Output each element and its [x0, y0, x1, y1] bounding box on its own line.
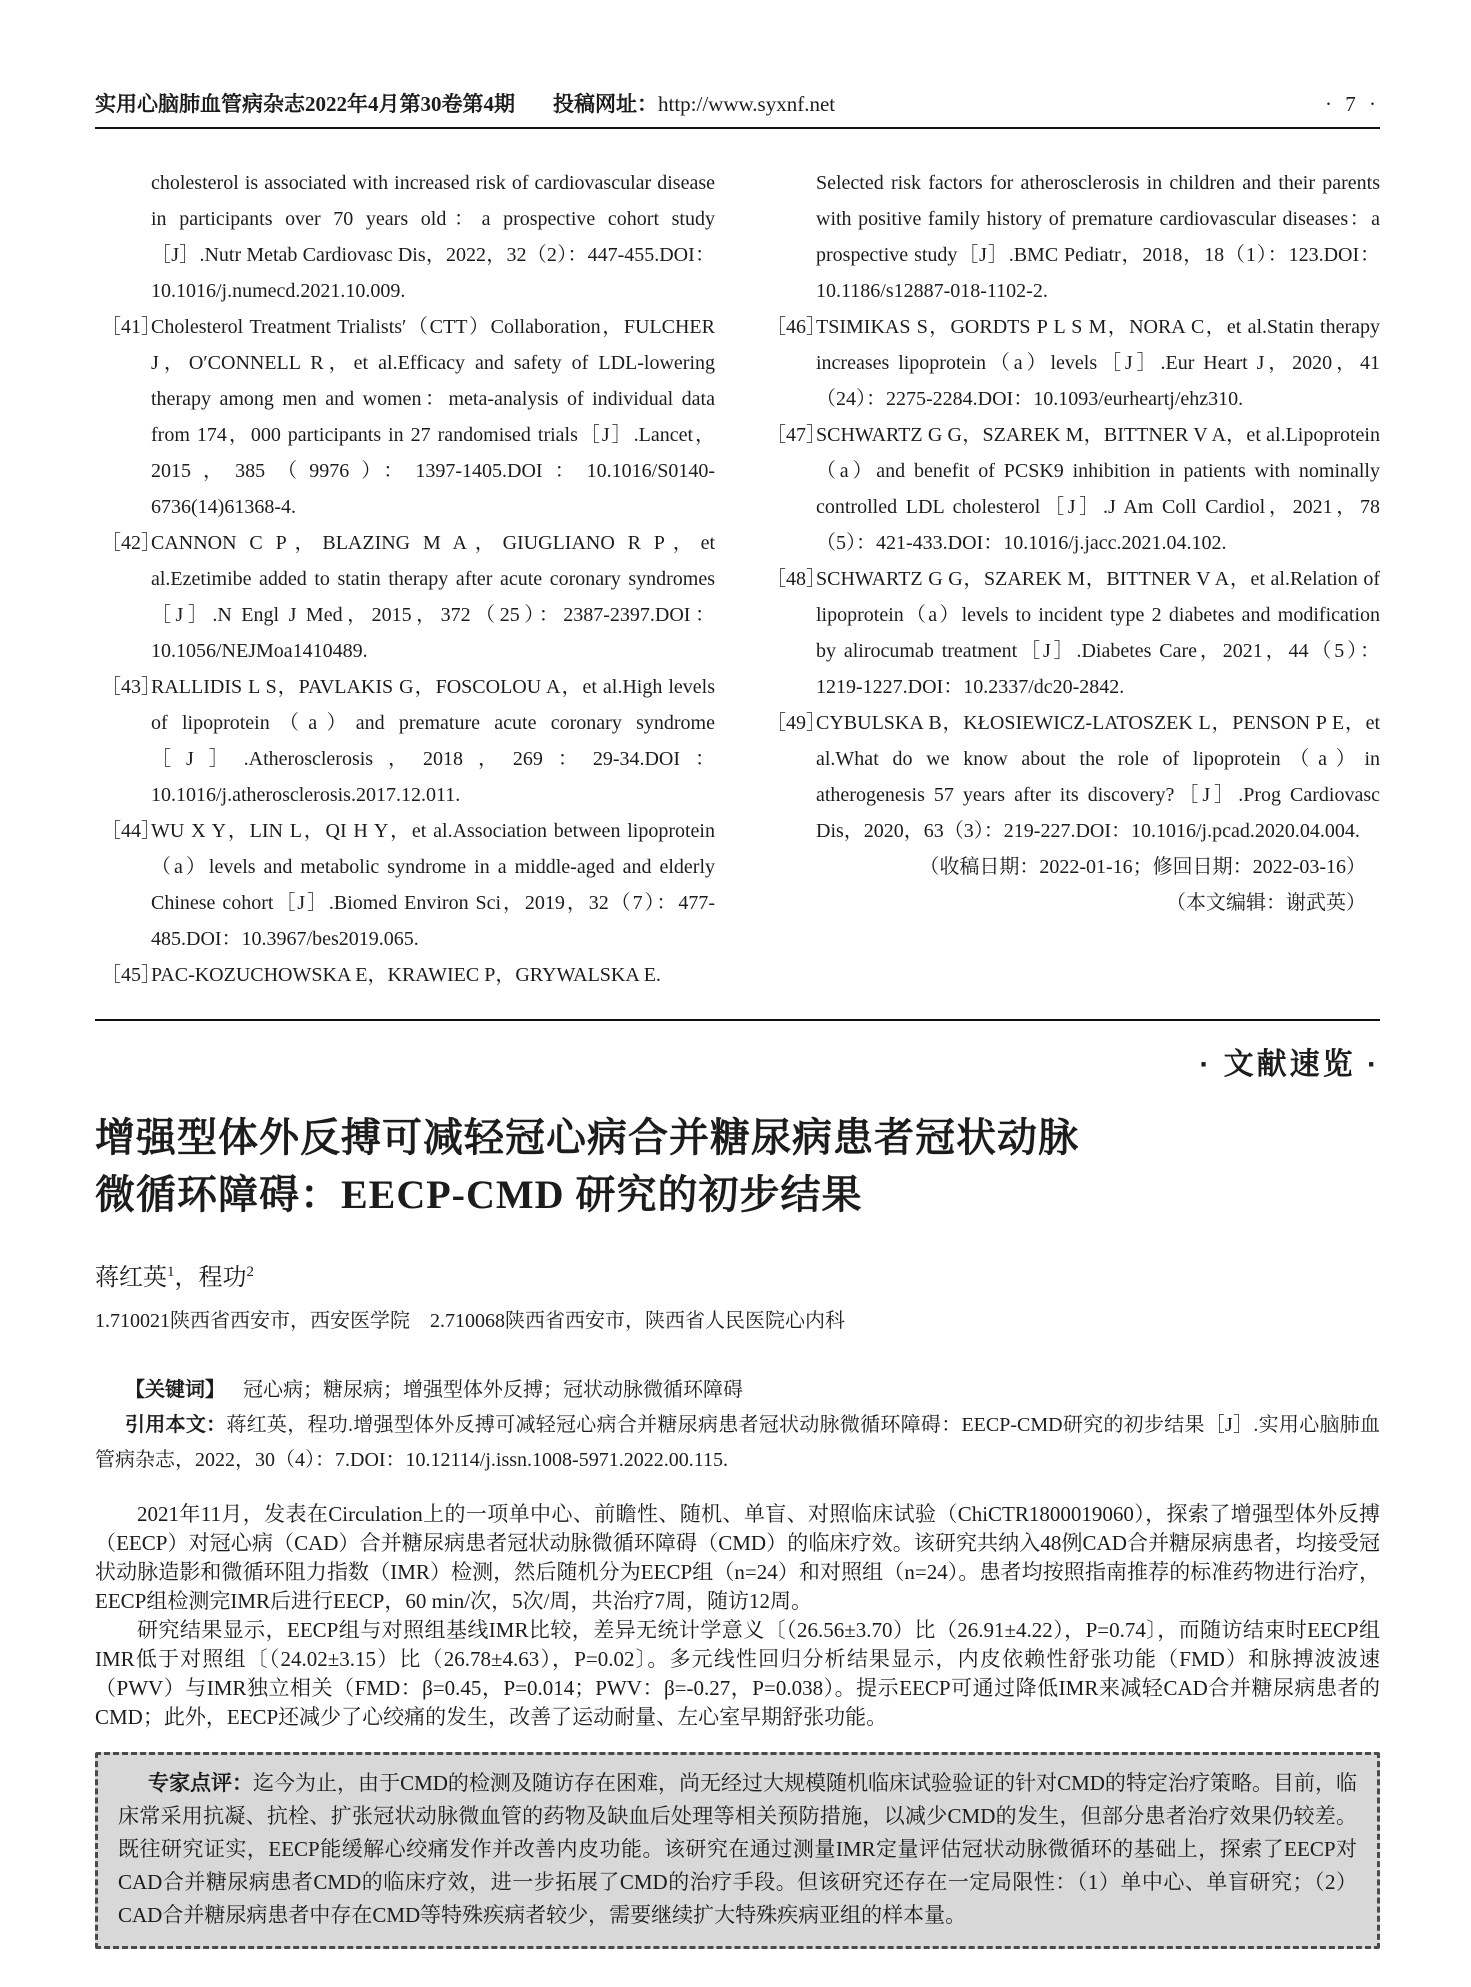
keywords-line	[95, 1373, 1380, 1408]
reference-text: Cholesterol Treatment Trialists′（CTT）Collaboration，FULCHER J，O′CONNELL R，et al.Efficacy and safety of LDL-lowering therapy among men and women：meta-analysis of individual data from 174，000 participants in 27 randomised trials［J］.Lancet，2015，385（9976）：1397-1405.DOI：10.1016/S0140-6736(14)61368-4.	[151, 316, 715, 518]
reference-item	[760, 417, 1380, 561]
submission-url: http://www.syxnf.net	[658, 92, 836, 116]
keywords-label: 【关键词】	[125, 1379, 225, 1401]
submission-info	[553, 88, 835, 118]
reference-section	[95, 165, 1380, 993]
running-head	[95, 88, 1380, 129]
reference-text: WU X Y，LIN L，QI H Y，et al.Association between lipoprotein（a）levels and metabolic syndrome in a middle-aged and elderly Chinese cohort［J］.Biomed Environ Sci，2019，32（7）：477-485.DOI：10.3967/bes2019.065.	[151, 820, 715, 950]
author-affiliation-mark: 1	[167, 1264, 175, 1280]
reference-item	[95, 309, 715, 525]
expert-comment-paragraph	[118, 1767, 1357, 1932]
reference-number: ［42］	[101, 532, 161, 554]
submission-label: 投稿网址：	[553, 92, 658, 116]
reference-item	[95, 165, 715, 309]
reference-number: ［48］	[766, 568, 826, 590]
journal-issue-line: 实用心脑肺血管病杂志2022年4月第30卷第4期	[95, 92, 515, 116]
section-divider	[95, 1019, 1380, 1021]
reference-item	[95, 813, 715, 957]
reference-text: CANNON C P，BLAZING M A，GIUGLIANO R P，et al.Ezetimibe added to statin therapy after acute coronary syndromes［J］.N Engl J Med，2015，372（25）：2387-2397.DOI：10.1056/NEJMoa1410489.	[151, 532, 715, 662]
section-banner: · 文献速览 ·	[1199, 1048, 1380, 1081]
author-line	[95, 1257, 1380, 1292]
reference-item	[760, 705, 1380, 849]
article-title-line1: 增强型体外反搏可减轻冠心病合并糖尿病患者冠状动脉	[95, 1115, 1079, 1160]
reference-column-left	[95, 165, 715, 993]
keywords-text: 冠心病；糖尿病；增强型体外反搏；冠状动脉微循环障碍	[243, 1379, 743, 1401]
author-name: 程功	[198, 1265, 247, 1291]
reference-text: CYBULSKA B，KŁOSIEWICZ-LATOSZEK L，PENSON P E，et al.What do we know about the role of lipoprotein（a）in atherogenesis 57 years after its discovery?［J］.Prog Cardiovasc Dis，2020，63（3）：219-227.DOI：10.1016/j.pcad.2020.04.004.	[816, 712, 1380, 842]
reference-text: RALLIDIS L S，PAVLAKIS G，FOSCOLOU A，et al.High levels of lipoprotein（a）and premature acute coronary syndrome［J］.Atherosclerosis，2018，269：29-34.DOI：10.1016/j.atherosclerosis.2017.12.011.	[151, 676, 715, 806]
reference-text: PAC-KOZUCHOWSKA E，KRAWIEC P，GRYWALSKA E.	[151, 964, 661, 986]
page-number: · 7 ·	[1325, 92, 1380, 116]
body-paragraph: 2021年11月，发表在Circulation上的一项单中心、前瞻性、随机、单盲、对照临床试验（ChiCTR1800019060），探索了增强型体外反搏（EECP）对冠心病（CAD）合并糖尿病患者冠状动脉微循环障碍（CMD）的临床疗效。该研究共纳入48例CAD合并糖尿病患者，均接受冠状动脉造影和微循环阻力指数（IMR）检测，然后随机分为EECP组（n=24）和对照组（n=24）。患者均按照指南推荐的标准药物进行治疗，EECP组检测完IMR后进行EECP，60 min/次，5次/周，共治疗7周，随访12周。	[95, 1502, 1380, 1613]
reference-number: ［44］	[101, 820, 161, 842]
citation-label: 引用本文：	[125, 1414, 227, 1436]
reference-text: SCHWARTZ G G，SZAREK M，BITTNER V A，et al.Lipoprotein（a）and benefit of PCSK9 inhibition in patients with nominally controlled LDL cholesterol［J］.J Am Coll Cardiol，2021，78（5）：421-433.DOI：10.1016/j.jacc.2021.04.102.	[816, 424, 1380, 554]
reference-number: ［43］	[101, 676, 161, 698]
reference-item	[95, 525, 715, 669]
expert-comment-text: 迄今为止，由于CMD的检测及随访存在困难，尚无经过大规模随机临床试验验证的针对CMD的特定治疗策略。目前，临床常采用抗凝、抗栓、扩张冠状动脉微血管的药物及缺血后处理等相关预防措施，以减少CMD的发生，但部分患者治疗效果仍较差。既往研究证实，EECP能缓解心绞痛发作并改善内皮功能。该研究在通过测量IMR定量评估冠状动脉微循环的基础上，探索了EECP对CAD合并糖尿病患者CMD的临床疗效，进一步拓展了CMD的治疗手段。但该研究还存在一定局限性：（1）单中心、单盲研究；（2）CAD合并糖尿病患者中存在CMD等特殊疾病者较少，需要继续扩大特殊疾病亚组的样本量。	[118, 1771, 1357, 1927]
reference-number: ［45］	[101, 964, 161, 986]
reference-column-right	[760, 165, 1380, 993]
article-title	[95, 1109, 1380, 1223]
reference-item	[95, 957, 715, 993]
received-revised-dates: （收稿日期：2022-01-16；修回日期：2022-03-16）	[919, 856, 1366, 878]
expert-comment-box	[95, 1752, 1380, 1949]
body-paragraph: 研究结果显示，EECP组与对照组基线IMR比较，差异无统计学意义〔（26.56±3.70）比（26.91±4.22），P=0.74〕，而随访结束时EECP组IMR低于对照组〔（24.02±3.15）比（26.78±4.63），P=0.02〕。多元线性回归分析结果显示，内皮依赖性舒张功能（FMD）和脉搏波波速（PWV）与IMR独立相关（FMD：β=0.45，P=0.014；PWV：β=-0.27，P=0.038）。提示EECP可通过降低IMR来减轻CAD合并糖尿病患者的CMD；此外，EECP还减少了心绞痛的发生，改善了运动耐量、左心室早期舒张功能。	[95, 1618, 1380, 1729]
reference-item	[95, 669, 715, 813]
reference-number: ［49］	[766, 712, 826, 734]
author-name: 蒋红英	[95, 1265, 167, 1291]
reference-text: SCHWARTZ G G，SZAREK M，BITTNER V A，et al.Relation of lipoprotein（a）levels to incident type 2 diabetes and modification by alirocumab treatment［J］.Diabetes Care，2021，44（5）：1219-1227.DOI：10.2337/dc20-2842.	[816, 568, 1380, 698]
article-meta	[95, 1373, 1380, 1478]
author-affiliation-mark: 2	[246, 1264, 254, 1280]
citation-line	[95, 1408, 1380, 1478]
affiliation-line: 1.710021陕西省西安市，西安医学院 2.710068陕西省西安市，陕西省人民医院心内科	[95, 1310, 845, 1332]
reference-item	[760, 309, 1380, 417]
author-separator: ，	[174, 1265, 199, 1291]
reference-item	[760, 165, 1380, 309]
reference-text: Selected risk factors for atherosclerosis in children and their parents with positive family history of premature cardiovascular diseases：a prospective study［J］.BMC Pediatr，2018，18（1）：123.DOI：10.1186/s12887-018-1102-2.	[816, 172, 1380, 302]
article-title-line2: 微循环障碍：EECP-CMD 研究的初步结果	[95, 1172, 863, 1217]
reference-number: ［46］	[766, 316, 826, 338]
reference-number: ［47］	[766, 424, 826, 446]
article-editor-line: （本文编辑：谢武英）	[1166, 892, 1366, 914]
article-body	[95, 1500, 1380, 1732]
reference-number: ［41］	[101, 316, 161, 338]
reference-text: TSIMIKAS S，GORDTS P L S M，NORA C，et al.Statin therapy increases lipoprotein（a）levels［J］.Eur Heart J，2020，41（24）：2275-2284.DOI：10.1093/eurheartj/ehz310.	[816, 316, 1380, 410]
reference-text: cholesterol is associated with increased risk of cardiovascular disease in participants over 70 years old：a prospective cohort study［J］.Nutr Metab Cardiovasc Dis，2022，32（2）：447-455.DOI：10.1016/j.numecd.2021.10.009.	[151, 172, 715, 302]
reference-item	[760, 561, 1380, 705]
expert-comment-label: 专家点评：	[148, 1772, 254, 1795]
citation-text: 蒋红英，程功.增强型体外反搏可减轻冠心病合并糖尿病患者冠状动脉微循环障碍：EECP-CMD研究的初步结果［J］.实用心脑肺血管病杂志，2022，30（4）：7.DOI：10.12114/j.issn.1008-5971.2022.00.115.	[95, 1414, 1381, 1471]
